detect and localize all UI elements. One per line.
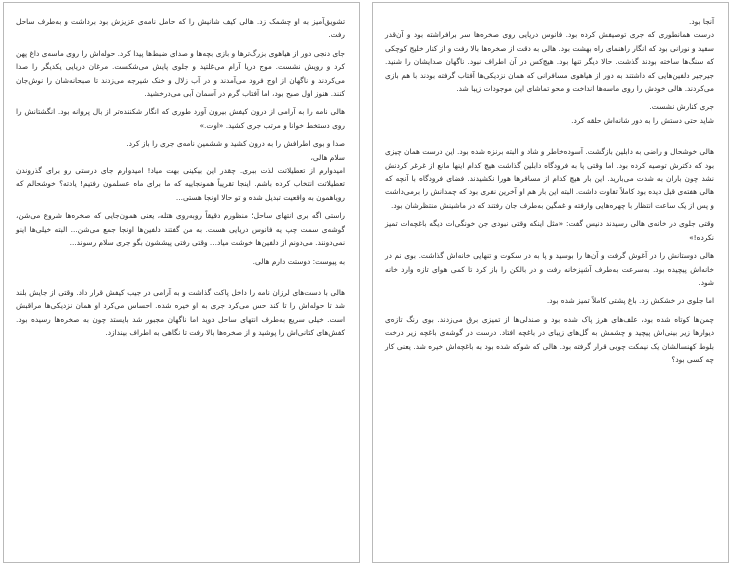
paragraph: تشویق‌آمیز به او چشمک زد. هالی کیف شانیش را که حامل نامه‌ی عزیزش بود برداشت و به‌طرف ساحل رفت.: [16, 17, 345, 40]
right-page-text: [385, 15, 714, 556]
left-page-text: [16, 15, 345, 556]
paragraph: جای دنجی دور از هیاهوی بزرگ‌ترها و بازی بچه‌ها و صدای ضبط‌ها پیدا کرد. حوله‌اش را روی ماسه‌ی داغ پهن کرد و رویش نشست. موج دریا آرام می‌غلتید و جلوی پایش می‌شکست. مرغان دریایی یکدیگر را صدا می‌کردند و ناگهان از اوج فرود می‌آمدند و در آب زلال و خنک شیرجه می‌زدند تا صبحانه‌شان را نوش‌جان کنند. هنوز اول صبح بود، اما آفتاب گرم در آسمان آبی می‌درخشید.: [16, 48, 345, 99]
paragraph: چمن‌ها کوتاه شده بود، علف‌های هرز پاک شده بود و صندلی‌ها از تمیزی برق می‌زدند. بوی رنگ تازه‌ی دیوارها زیر بینی‌اش پیچید و چشمش به گل‌های زیبای در باغچه افتاد. درست در گوشه‌ی باغچه زیر درخت بلوط کهنسالشان یک نیمکت چوبی قرار گرفته بود. هالی که شوکه شده بود به باغچه‌اش خیره شد. یعنی کار چه کسی بود؟: [385, 314, 714, 364]
paragraph: وقتی جلوی در خانه‌ی هالی رسیدند دنیس گفت: «مثل اینکه وقتی نبودی جن خونگی‌ات دیگه باغچه‌ات تمیز نکرده!»: [385, 219, 714, 242]
paragraph: اما جلوی در خشکش زد. باغ پشتی کاملاً تمیز شده بود.: [546, 296, 714, 306]
letter-postscript: به پیوست: دوستت دارم هالی.: [252, 256, 345, 266]
paragraph: هالی نامه را به آرامی از درون کیفش بیرون آورد طوری که انگار شکننده‌تر از بال پروانه بود. انگشتانش را روی دستخط خوانا و مرتب جری کشید. «اوت.»: [16, 107, 345, 130]
letter-paragraph: امیدوارم از تعطیلاتت لذت ببری. چقدر این بیکینی بهت میاد! امیدوارم جای درستی رو برای گذروندن تعطیلاتت انتخاب کرده باشم. اینجا تقریباً همونجاییه که ما برای ماه عسلمون رفتیم! یادته؟ خوشحالم که رویاهمون به واقعیت تبدیل شده و تو حالا اونجا هستی...: [16, 166, 345, 202]
left-book-page: [3, 2, 360, 563]
letter-paragraph: راستی اگه بری انتهای ساحل؛ منظورم دقیقاً روبه‌روی هتله، یعنی همون‌جایی که صخره‌ها شروع می‌شن، گوشه‌ی سمت چپ یه فانوس دریایی هست. به من گفتند دلفین‌ها اونجا جمع می‌شن... البته خیلی‌ها اینو نمی‌دونند. می‌دونم از دلفین‌ها خوشت میاد... وقتی رفتی پیششون بگو جری سلام رسوند...: [16, 211, 345, 248]
paragraph: جری کنارش نشست.: [649, 102, 714, 112]
paragraph: صدا و بوی اطرافش را به درون کشید و ششمین نامه‌ی جری را باز کرد.: [126, 139, 345, 149]
paragraph: درست همانطوری که جری توصیفش کرده بود. فانوس دریایی روی صخره‌ها سر برافراشته بود و آن‌قدر سفید و نورانی بود که انگار راهنمای راه بهشت بود. هالی به دقت از صخره‌ها بالا رفت و از کنار خلیج کوچکی که سنگ‌ها ساخته بودند گذشت. حالا دیگر تنها بود. هیچ‌کس در آن اطراف نبود. ناگهان صدایشان را شنید. جیرجیر دلفین‌هایی که داشتند به دور از هیاهوی مسافرانی که همان نزدیکی‌ها آفتاب گرفته بودند با هم بازی می‌کردند. هالی خودش را روی ماسه‌ها انداخت و محو تماشای این موجودات زیبا شد.: [385, 30, 714, 94]
paragraph: آنجا بود.: [689, 17, 714, 26]
paragraph: هالی با دست‌های لرزان نامه را داخل پاکت گذاشت و به آرامی در جیب کیفش قرار داد. وقتی از جایش بلند شد تا حوله‌اش را تا کند حس می‌کرد جری به او خیره شده. احساس می‌کرد او همان نزدیکی‌ها مراقبش است. خیلی سریع به‌طرف انتهای ساحل دوید اما ناگهان مجبور شد بایستد چون به صخره‌ها رسیده بود. کفش‌های کتانی‌اش را پوشید و از صخره‌ها بالا رفت تا نگاهی به اطراف بیندازد.: [16, 287, 345, 338]
paragraph: شاید حتی دستش را به دور شانه‌اش حلقه کرد.: [571, 115, 714, 125]
paragraph: هالی خوشحال و راضی به دابلین بازگشت. آسوده‌خاطر و شاد و البته برنزه شده بود. این درست همان چیزی بود که دکترش توصیه کرده بود. اما وقتی پا به فرودگاه دابلین گذاشت هیچ کدام اینها مانع از غرغر کردنش نشد چون باران به شدت می‌بارید. این بار هیچ کدام از مسافرها هورا نکشیدند. فضای فرودگاه با آنچه که هالی هفته‌ی قبل دیده بود کاملاً تفاوت داشت. البته این بار هم او آخرین نفری بود که چمدانش را برمی‌داشت و پس از یک ساعت انتظار با چهره‌هایی وارفته و غمگین به‌طرف جان رفتند که در ماشینش منتظرشان بود.: [385, 147, 714, 210]
paragraph: هالی دوستانش را در آغوش گرفت و آن‌ها را بوسید و پا به در سکوت و تنهایی خانه‌اش گذاشت. بوی نم در خانه‌اش پیچیده بود. به‌سرعت به‌طرف آشپزخانه رفت و در بالکن را باز کرد تا کمی هوای تازه وارد خانه شود.: [385, 251, 714, 287]
right-book-page: [372, 2, 729, 563]
letter-greeting: سلام هالی،: [310, 152, 345, 162]
